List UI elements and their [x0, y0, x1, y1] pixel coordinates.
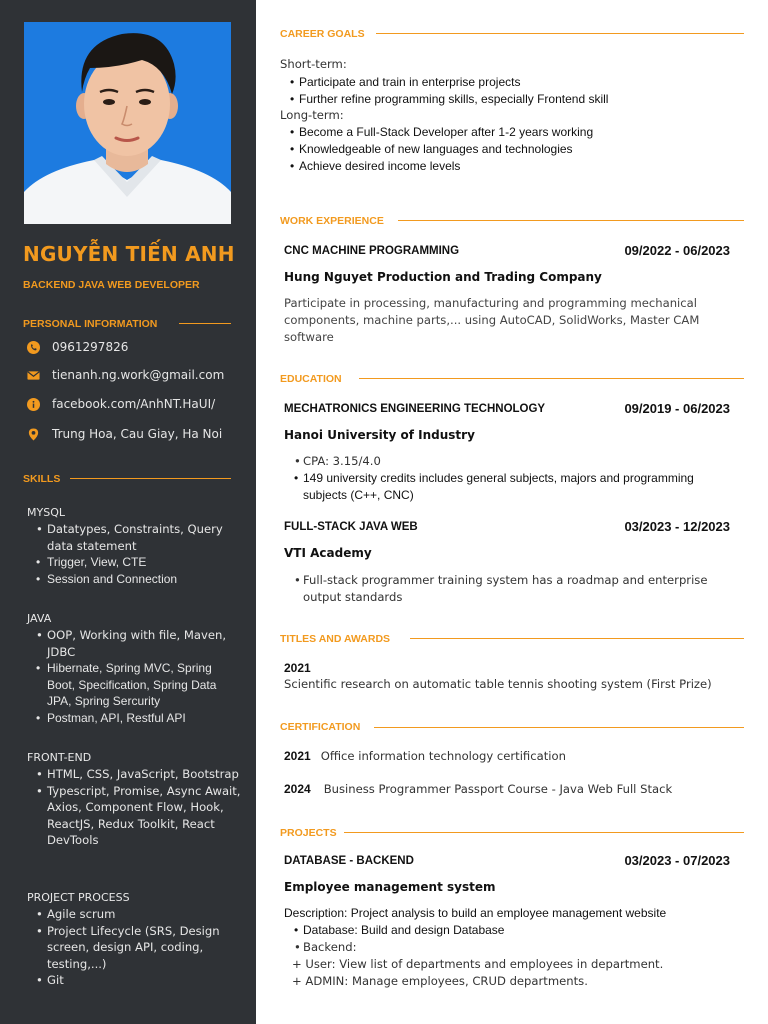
- career-goals-divider: [376, 33, 744, 34]
- skill-item: • Datatypes, Constraints, Query data statement: [27, 521, 242, 554]
- project-detail: • Backend:: [284, 939, 504, 956]
- certification-year: 2021: [284, 749, 311, 763]
- skill-item: • HTML, CSS, JavaScript, Bootstrap: [27, 766, 242, 783]
- education-detail: • Full-stack programmer training system has a roadmap and enterprise output standards: [284, 572, 734, 606]
- project-date: 03/2023 - 07/2023: [624, 853, 730, 868]
- education-school: VTI Academy: [284, 546, 372, 560]
- date-end: 06/2023: [683, 243, 730, 258]
- email-address: tienanh.ng.work@gmail.com: [52, 368, 225, 382]
- project-title: DATABASE - BACKEND: [284, 855, 414, 867]
- certification-year: 2024: [284, 782, 311, 796]
- personal-info-divider: [179, 323, 231, 324]
- work-company: Hung Nguyet Production and Trading Company: [284, 270, 602, 284]
- skill-group-title: FRONT-END: [27, 751, 92, 764]
- certification-item: [284, 782, 672, 796]
- personal-info-heading: PERSONAL INFORMATION: [23, 318, 158, 330]
- skills-heading: SKILLS: [23, 473, 61, 485]
- phone-icon: [27, 341, 40, 354]
- skill-group-mysql: [27, 506, 242, 587]
- skill-group-java: [27, 612, 242, 727]
- goal-item: • Knowledgeable of new languages and technologies: [280, 141, 593, 158]
- work-description: Participate in processing, manufacturing and programming mechanical components, machine parts,... using AutoCAD, SolidWorks, Master CAM software: [284, 296, 700, 344]
- education-heading: EDUCATION: [280, 373, 342, 385]
- skill-group-title: JAVA: [27, 612, 52, 625]
- certification-text: Business Programmer Passport Course - Java Web Full Stack: [323, 782, 673, 796]
- skills-divider: [70, 478, 231, 479]
- project-name: Employee management system: [284, 880, 496, 894]
- education-divider: [359, 378, 744, 379]
- project-details: [284, 922, 504, 956]
- awards-heading: TITLES AND AWARDS: [280, 633, 391, 645]
- education-date: 03/2023 - 12/2023: [624, 519, 730, 534]
- location-pin-icon: [27, 428, 40, 441]
- skill-item: • OOP, Working with file, Maven, JDBC: [27, 627, 242, 660]
- skill-item: • Trigger, View, CTE: [27, 554, 242, 571]
- main-content: [256, 0, 768, 1024]
- certification-divider: [374, 727, 744, 728]
- address-text: Trung Hoa, Cau Giay, Ha Noi: [52, 427, 223, 441]
- sidebar: [0, 0, 256, 1024]
- short-term-list: [280, 74, 608, 108]
- work-experience-divider: [398, 220, 744, 221]
- short-term-label: Short-term:: [280, 57, 347, 71]
- skill-item: • Session and Connection: [27, 571, 242, 588]
- skill-item: • Hibernate, Spring MVC, Spring Boot, Specification, Spring Data JPA, Spring Sercurity: [27, 660, 242, 710]
- goal-item: • Become a Full-Stack Developer after 1-2 years working: [280, 124, 593, 141]
- education-school: Hanoi University of Industry: [284, 428, 475, 442]
- work-date: 09/2022 - 06/2023: [624, 243, 730, 258]
- project-sub-item: + User: View list of departments and employees in department.: [292, 957, 664, 971]
- awards-divider: [410, 638, 744, 639]
- skill-group-frontend: [27, 751, 242, 849]
- education-title: FULL-STACK JAVA WEB: [284, 521, 418, 533]
- skill-item: • Git: [27, 972, 242, 989]
- date-start: 09/2022: [624, 243, 672, 258]
- skill-item: • Agile scrum: [27, 906, 242, 923]
- date-end: 06/2023: [683, 401, 730, 416]
- certification-text: Office information technology certification: [320, 749, 566, 763]
- award-text: Scientific research on automatic table tennis shooting system (First Prize): [284, 677, 712, 691]
- date-start: 03/2023: [624, 853, 672, 868]
- project-detail: • Database: Build and design Database: [284, 922, 504, 939]
- profile-photo: [24, 22, 231, 224]
- goal-item: • Participate and train in enterprise projects: [280, 74, 608, 91]
- project-description: Description: Project analysis to build an employee management website: [284, 906, 667, 920]
- candidate-role: BACKEND JAVA WEB DEVELOPER: [23, 279, 200, 291]
- skill-group-project-process: [27, 891, 242, 989]
- projects-heading: PROJECTS: [280, 827, 337, 839]
- certification-heading: CERTIFICATION: [280, 721, 361, 733]
- date-start: 03/2023: [624, 519, 672, 534]
- education-date: 09/2019 - 06/2023: [624, 401, 730, 416]
- contact-phone[interactable]: [27, 340, 128, 354]
- facebook-link: facebook.com/AnhNT.HaUI/: [52, 397, 216, 411]
- project-sub-item: + ADMIN: Manage employees, CRUD departments.: [292, 974, 588, 988]
- skill-item: • Postman, API, Restful API: [27, 710, 242, 727]
- date-end: 07/2023: [683, 853, 730, 868]
- education-detail: • CPA: 3.15/4.0: [284, 453, 714, 470]
- contact-facebook[interactable]: [27, 397, 215, 411]
- info-icon: [27, 398, 40, 411]
- contact-email[interactable]: [27, 368, 224, 382]
- skill-group-title: MYSQL: [27, 506, 65, 519]
- skill-item: • Typescript, Promise, Async Await, Axios, Component Flow, Hook, ReactJS, Redux Toolkit, React DevTools: [27, 783, 242, 849]
- long-term-label: Long-term:: [280, 108, 344, 122]
- skill-group-title: PROJECT PROCESS: [27, 891, 130, 904]
- work-experience-heading: WORK EXPERIENCE: [280, 215, 384, 227]
- long-term-list: [280, 124, 593, 175]
- education-details: [284, 572, 734, 606]
- goal-item: • Achieve desired income levels: [280, 158, 593, 175]
- award-year: 2021: [284, 661, 311, 675]
- skill-item: • Project Lifecycle (SRS, Design screen, design API, coding, testing,...): [27, 923, 242, 973]
- education-detail: • 149 university credits includes general subjects, majors and programming subjects (C++, CNC): [284, 470, 714, 504]
- education-details: [284, 453, 714, 504]
- work-title: CNC MACHINE PROGRAMMING: [284, 245, 460, 257]
- projects-divider: [344, 832, 744, 833]
- date-start: 09/2019: [624, 401, 672, 416]
- certification-item: [284, 749, 566, 763]
- phone-number: 0961297826: [52, 340, 129, 354]
- portrait-illustration: [24, 22, 231, 224]
- date-end: 12/2023: [683, 519, 730, 534]
- education-title: MECHATRONICS ENGINEERING TECHNOLOGY: [284, 403, 546, 415]
- career-goals-heading: CAREER GOALS: [280, 28, 365, 40]
- candidate-name: NGUYỄN TIẾN ANH: [23, 242, 235, 266]
- mail-icon: [27, 369, 40, 382]
- goal-item: • Further refine programming skills, especially Frontend skill: [280, 91, 608, 108]
- contact-address: [27, 427, 222, 441]
